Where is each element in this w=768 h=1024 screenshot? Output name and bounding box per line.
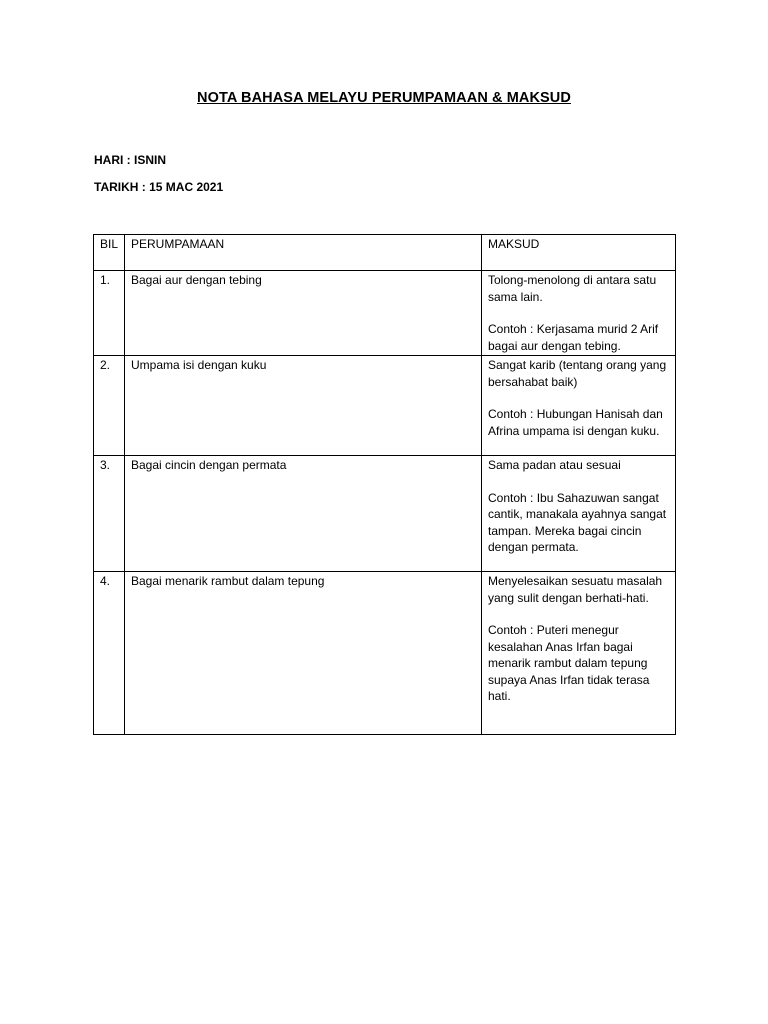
meaning-text: Tolong-menolong di antara satu sama lain. xyxy=(488,273,657,304)
proverb-table xyxy=(93,234,676,735)
proverb-cell: Bagai aur dengan tebing xyxy=(125,271,482,356)
proverb-cell: Bagai cincin dengan permata xyxy=(125,456,482,572)
meaning-cell xyxy=(482,456,676,572)
date-line: TARIKH : 15 MAC 2021 xyxy=(94,180,224,194)
row-number: 2. xyxy=(94,356,125,456)
table-row xyxy=(94,572,676,735)
meaning-cell xyxy=(482,271,676,356)
example-text: Contoh : Kerjasama murid 2 Arif bagai aur dengan tebing. xyxy=(488,322,659,353)
example-text: Contoh : Puteri menegur kesalahan Anas Irfan bagai menarik rambut dalam tepung supaya Anas Irfan tidak terasa hati. xyxy=(488,623,650,703)
proverb-cell: Bagai menarik rambut dalam tepung xyxy=(125,572,482,735)
row-number: 4. xyxy=(94,572,125,735)
header-maksud: MAKSUD xyxy=(482,235,676,271)
table-row xyxy=(94,456,676,572)
meaning-cell xyxy=(482,572,676,735)
header-perumpamaan: PERUMPAMAAN xyxy=(125,235,482,271)
table-row xyxy=(94,356,676,456)
day-line: HARI : ISNIN xyxy=(94,153,166,167)
meaning-text: Sama padan atau sesuai xyxy=(488,458,621,472)
meaning-cell xyxy=(482,356,676,456)
header-bil: BIL xyxy=(94,235,125,271)
table-row xyxy=(94,271,676,356)
example-text: Contoh : Ibu Sahazuwan sangat cantik, manakala ayahnya sangat tampan. Mereka bagai cincin dengan permata. xyxy=(488,490,667,554)
proverb-cell: Umpama isi dengan kuku xyxy=(125,356,482,456)
meaning-text: Sangat karib (tentang orang yang bersahabat baik) xyxy=(488,358,667,389)
row-number: 3. xyxy=(94,456,125,572)
document-title: NOTA BAHASA MELAYU PERUMPAMAAN & MAKSUD xyxy=(197,90,571,106)
example-text: Contoh : Hubungan Hanisah dan Afrina umpama isi dengan kuku. xyxy=(488,407,663,438)
row-number: 1. xyxy=(94,271,125,356)
meaning-text: Menyelesaikan sesuatu masalah yang sulit dengan berhati-hati. xyxy=(488,574,663,605)
table-header-row xyxy=(94,235,676,271)
